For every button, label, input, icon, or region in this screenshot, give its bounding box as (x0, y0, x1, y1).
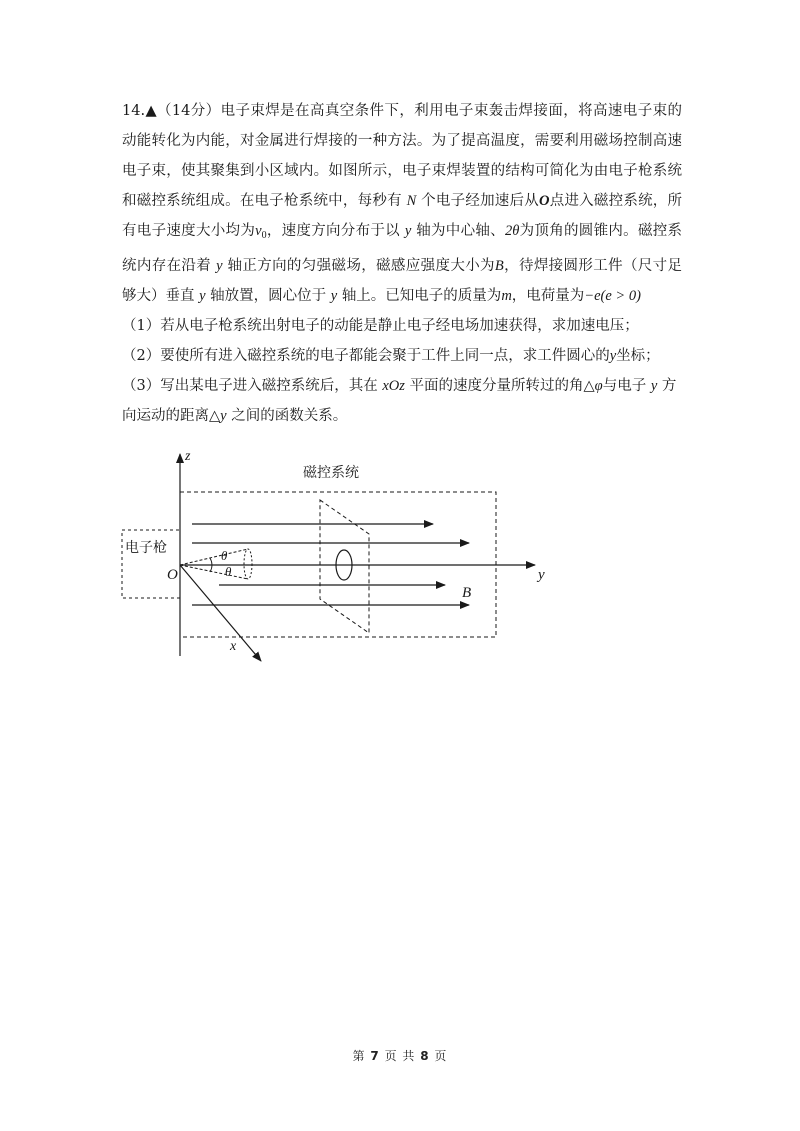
question-1-text: （1）若从电子枪系统出射电子的动能是静止电子经电场加速获得，求加速电压； (122, 318, 639, 334)
question-3-text: 之间的函数关系。 (231, 408, 348, 424)
var-b: B (494, 258, 504, 274)
var-y: y (609, 348, 617, 364)
var-charge: −e(e > 0) (584, 288, 641, 304)
theta-label-top: θ (221, 548, 228, 563)
total-pages: 8 (420, 1049, 430, 1063)
marker-triangle: ▲ (145, 103, 158, 119)
apparatus-figure (115, 448, 565, 673)
theta-label-bottom: θ (225, 564, 232, 579)
page-footer (0, 1047, 800, 1064)
var-2theta: 2θ (504, 223, 520, 239)
origin-label: O (167, 567, 178, 583)
y-axis-label: y (538, 567, 545, 583)
footer-suffix: 页 (434, 1049, 448, 1063)
field-b-label: B (462, 585, 472, 601)
problem-14 (122, 96, 682, 431)
stem-text: ，电荷量为 (511, 288, 585, 304)
question-3-text: 方向运动的距离△ (122, 378, 677, 424)
question-1 (122, 311, 682, 341)
problem-stem (122, 96, 682, 311)
stem-text: 轴正方向的匀强磁场，磁感应强度大小为 (227, 258, 495, 274)
stem-text: 轴上。已知电子的质量为 (341, 288, 502, 304)
var-y: y (216, 258, 223, 274)
cone-base (244, 549, 252, 579)
var-phi: φ (594, 378, 603, 394)
question-3 (122, 371, 682, 431)
question-2 (122, 341, 682, 371)
var-y: y (330, 288, 338, 304)
var-v: v (255, 223, 262, 239)
footer-mid: 页 共 (384, 1049, 416, 1063)
problem-points: （14分） (157, 103, 221, 119)
var-o: O (539, 193, 550, 209)
electron-gun-label: 电子枪 (125, 540, 167, 556)
var-xoz: xOz (382, 378, 405, 394)
question-3-text: 与电子 (602, 378, 647, 394)
stem-text: ，待焊接圆形工件（尺寸足够大）垂直 (122, 258, 683, 304)
var-y: y (199, 288, 206, 304)
stem-text: 轴放置，圆心位于 (210, 288, 327, 304)
var-v-subscript: 0 (261, 230, 267, 241)
footer-prefix: 第 (352, 1049, 366, 1063)
question-2-text: （2）要使所有进入磁控系统的电子都能会聚于工件上同一点，求工件圆心的 (122, 348, 610, 364)
var-n: N (406, 193, 417, 209)
stem-text: ，速度方向分布于以 (266, 223, 400, 239)
stem-text: 为顶角的圆锥内。磁控系统内存在沿着 (122, 223, 683, 274)
apparatus-diagram (115, 448, 565, 673)
stem-text: 点进入磁控系统，所有电子速度大小均为 (122, 193, 683, 239)
page-number: 7 (370, 1049, 380, 1063)
x-axis (180, 565, 261, 661)
stem-text: 个电子经加速后从 (421, 193, 539, 209)
var-y: y (650, 378, 658, 394)
magnetic-system-label: 磁控系统 (303, 465, 359, 481)
problem-number: 14. (122, 103, 146, 119)
x-axis-label: x (230, 639, 237, 654)
stem-text: 轴为中心轴、 (416, 223, 505, 239)
var-y: y (404, 223, 412, 239)
var-y: y (220, 408, 227, 424)
z-axis-label: z (185, 449, 191, 464)
cone-edge-top (180, 549, 248, 565)
question-3-text: 平面的速度分量所转过的角△ (409, 378, 595, 394)
var-m: m (501, 288, 512, 304)
question-2-text: 坐标； (616, 348, 660, 364)
question-3-text: （3）写出某电子进入磁控系统后，其在 (122, 378, 378, 394)
stem-text: 电子束焊是在高真空条件下，利用电子束轰击焊接面，将高速电子束的动能转化为内能，对金属进行焊接的一种方法。为了提高温度，需要利用磁场控制高速电子束，使其聚集到小区域内。如图所示，电子束焊装置的结构可简化为由电子枪系统和磁控系统组成。在电子枪系统中，每秒有 (122, 103, 682, 209)
